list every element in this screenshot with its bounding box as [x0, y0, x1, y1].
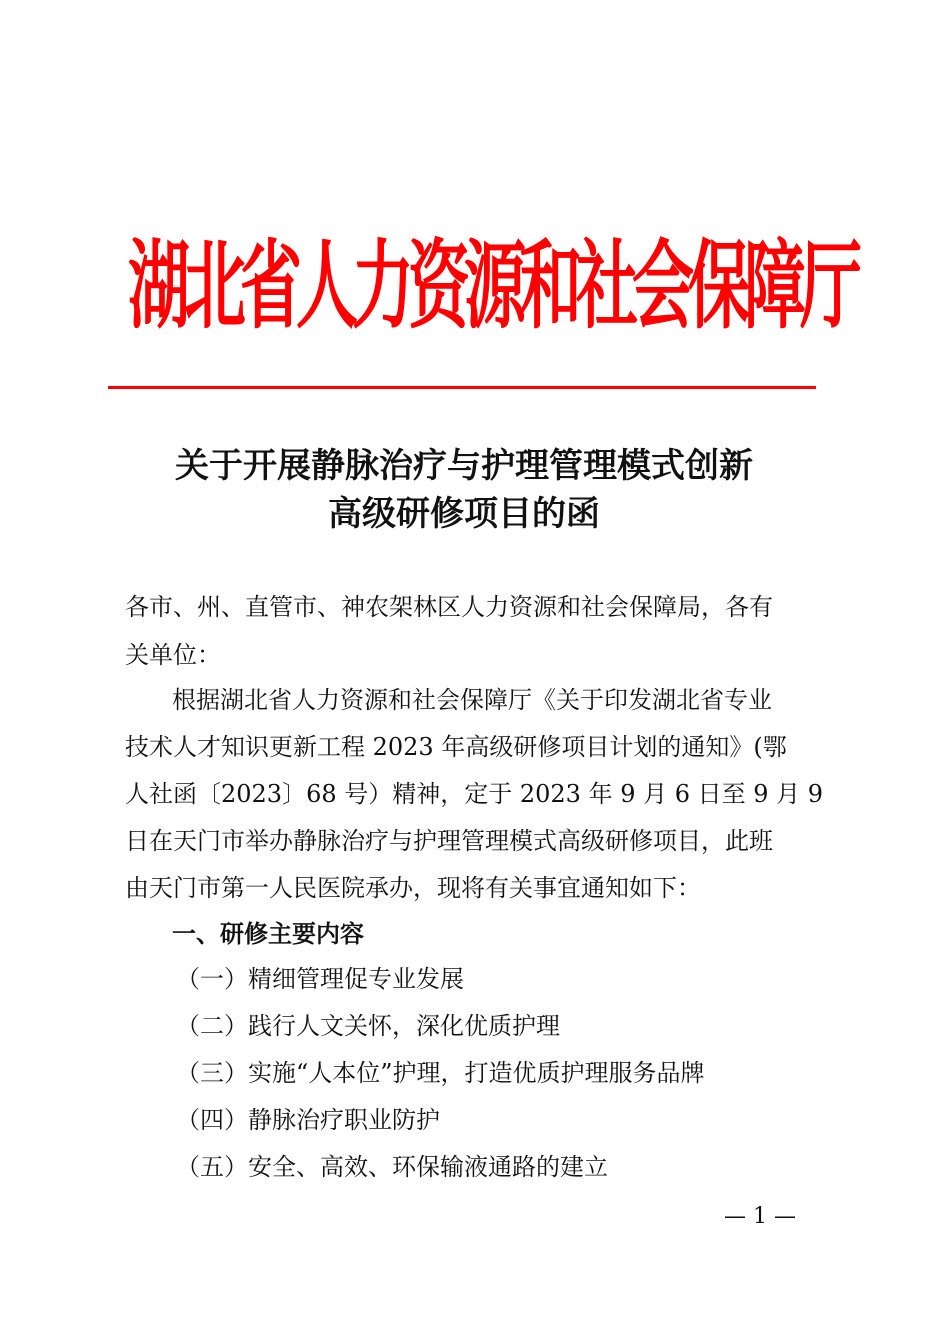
- content-item-2: （二）践行人文关怀，深化优质护理: [176, 1012, 560, 1040]
- content-item-3: （三）实施“人本位”护理，打造优质护理服务品牌: [176, 1059, 705, 1087]
- body-paragraph-line-3: 人社函〔2023〕68 号）精神，定于 2023 年 9 月 6 日至 9 月 9: [125, 780, 824, 808]
- page-number: — 1 —: [724, 1204, 796, 1229]
- salutation-line-2: 关单位：: [125, 641, 221, 669]
- document-title-line-2: 高级研修项目的函: [328, 494, 600, 534]
- masthead-issuer: 湖北省人力资源和社会保障厅: [128, 228, 857, 343]
- section-heading: 一、研修主要内容: [172, 920, 364, 948]
- body-paragraph-line-4: 日在天门市举办静脉治疗与护理管理模式高级研修项目，此班: [125, 827, 773, 855]
- red-separator-rule: [108, 386, 816, 389]
- body-paragraph-line-5: 由天门市第一人民医院承办，现将有关事宜通知如下：: [125, 874, 701, 902]
- document-title-line-1: 关于开展静脉治疗与护理管理模式创新: [175, 446, 753, 486]
- content-item-5: （五）安全、高效、环保输液通路的建立: [176, 1153, 608, 1181]
- body-paragraph-line-2: 技术人才知识更新工程 2023 年高级研修项目计划的通知》(鄂: [125, 733, 787, 761]
- body-paragraph-line-1: 根据湖北省人力资源和社会保障厅《关于印发湖北省专业: [172, 686, 772, 714]
- content-item-4: （四）静脉治疗职业防护: [176, 1106, 440, 1134]
- content-item-1: （一）精细管理促专业发展: [176, 965, 464, 993]
- salutation-line-1: 各市、州、直管市、神农架林区人力资源和社会保障局，各有: [125, 593, 773, 621]
